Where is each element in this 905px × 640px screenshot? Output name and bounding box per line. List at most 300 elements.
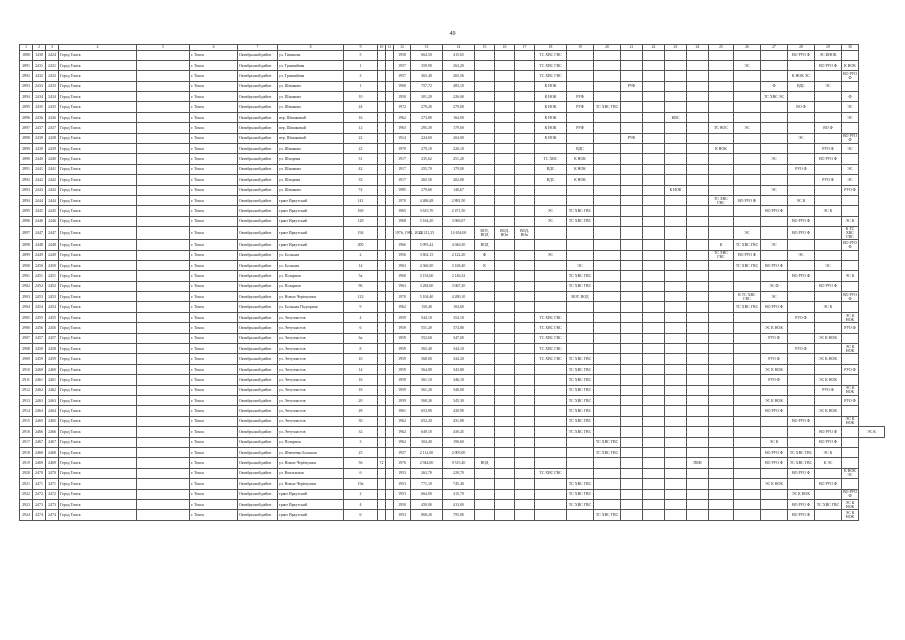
table-cell: ул. Энтузиастов: [278, 427, 344, 437]
table-cell: г. Томск: [190, 271, 238, 281]
table-cell: Октябрьский район: [238, 112, 278, 122]
table-cell: [788, 396, 815, 406]
table-cell: 1430: [33, 50, 46, 60]
table-cell: тракт Иркутский: [278, 227, 344, 240]
table-cell: 2464: [46, 406, 59, 416]
table-cell: [515, 468, 535, 478]
table-cell: [643, 250, 665, 260]
table-cell: [665, 206, 687, 216]
table-cell: [665, 102, 687, 112]
table-cell: [594, 50, 621, 60]
table-cell: г. Томск: [190, 71, 238, 81]
table-row: [20, 206, 885, 216]
table-cell: [594, 364, 621, 374]
table-cell: 1959: [394, 396, 411, 406]
table-cell: 6: [344, 510, 378, 520]
table-cell: 2469: [46, 458, 59, 468]
table-cell: [734, 375, 761, 385]
table-cell: Октябрьский район: [238, 354, 278, 364]
table-cell: г. Томск: [190, 292, 238, 302]
table-cell: 2424: [46, 50, 59, 60]
table-cell: 9: [344, 302, 378, 312]
table-cell: [378, 260, 386, 270]
table-cell: [378, 416, 386, 426]
table-cell: [515, 271, 535, 281]
table-cell: [515, 154, 535, 164]
table-cell: [567, 60, 594, 70]
table-cell: РУО Ф: [761, 354, 788, 364]
table-cell: [594, 427, 621, 437]
table-cell: [815, 240, 842, 250]
table-cell: 1959: [394, 364, 411, 374]
table-cell: 4: [344, 499, 378, 509]
table-cell: [788, 479, 815, 489]
table-cell: 279,00: [443, 102, 475, 112]
column-number-cell: 14: [443, 45, 475, 51]
table-cell: 2442: [33, 175, 46, 185]
table-cell: 2896: [20, 112, 33, 122]
table-cell: [515, 312, 535, 322]
table-cell: 2458: [33, 344, 46, 354]
table-cell: ТС ХВС ГВС: [535, 60, 567, 70]
table-cell: [386, 302, 394, 312]
table-cell: Октябрьский район: [238, 281, 278, 291]
table-cell: [137, 260, 190, 270]
table-cell: ВДС: [788, 81, 815, 91]
table-cell: [687, 406, 709, 416]
table-cell: ул. Шишкова: [278, 81, 344, 91]
table-cell: [665, 302, 687, 312]
table-cell: 1880: [20, 50, 33, 60]
table-cell: 179,00: [443, 164, 475, 174]
column-number-cell: 17: [515, 45, 535, 51]
table-row: [20, 240, 885, 250]
table-cell: [378, 175, 386, 185]
table-cell: 561,20: [411, 385, 443, 395]
table-cell: 2452: [33, 281, 46, 291]
table-row: [20, 216, 885, 226]
table-row: [20, 133, 885, 143]
table-cell: 2451: [33, 271, 46, 281]
table-cell: ЭС К НОК: [815, 333, 842, 343]
table-cell: [842, 302, 859, 312]
table-cell: пер. Шишковый: [278, 123, 344, 133]
table-cell: [788, 185, 815, 195]
table-cell: [665, 164, 687, 174]
table-cell: [475, 271, 495, 281]
table-row: [20, 50, 885, 60]
table-cell: ЭС К: [842, 271, 859, 281]
table-cell: Город Томск: [59, 185, 137, 195]
table-cell: г. Томск: [190, 499, 238, 509]
table-cell: ЭС К: [859, 427, 885, 437]
table-cell: [788, 206, 815, 216]
column-number-cell: 7: [238, 45, 278, 51]
table-cell: [621, 240, 643, 250]
table-cell: [687, 112, 709, 122]
table-cell: [734, 499, 761, 509]
table-cell: К НОК: [535, 112, 567, 122]
table-cell: [535, 510, 567, 520]
table-cell: [709, 216, 734, 226]
table-cell: 653,90: [411, 406, 443, 416]
table-cell: 2466: [33, 427, 46, 437]
table-cell: [621, 468, 643, 478]
table-cell: [815, 185, 842, 195]
table-cell: [594, 185, 621, 195]
table-cell: 2435: [46, 102, 59, 112]
table-cell: [665, 123, 687, 133]
table-cell: ул. Энтузиастов: [278, 406, 344, 416]
table-cell: [594, 123, 621, 133]
table-cell: 2474: [33, 510, 46, 520]
table-cell: [378, 323, 386, 333]
table-cell: [687, 323, 709, 333]
column-number-cell: 21: [621, 45, 643, 51]
column-number-cell: 27: [761, 45, 788, 51]
table-cell: РУФ: [567, 123, 594, 133]
table-cell: [687, 195, 709, 205]
table-cell: 150,40: [411, 302, 443, 312]
column-number-cell: 25: [709, 45, 734, 51]
table-cell: 24 211,25: [411, 227, 443, 240]
table-cell: [594, 458, 621, 468]
table-cell: [137, 71, 190, 81]
table-cell: [386, 175, 394, 185]
table-cell: 4 366,50: [411, 260, 443, 270]
table-cell: [621, 50, 643, 60]
table-cell: ул. Трамвайная: [278, 71, 344, 81]
table-cell: [495, 92, 515, 102]
table-cell: [643, 164, 665, 174]
table-cell: 1985: [394, 185, 411, 195]
table-cell: 28: [344, 406, 378, 416]
table-cell: 2470: [46, 468, 59, 478]
table-cell: [621, 416, 643, 426]
table-cell: ул. Энтузиастов: [278, 354, 344, 364]
table-cell: ЭС КНОК: [815, 50, 842, 60]
table-cell: [137, 416, 190, 426]
table-cell: К НОК: [842, 60, 859, 70]
table-cell: 3 060,07: [443, 216, 475, 226]
table-cell: [378, 406, 386, 416]
table-cell: 2924: [20, 510, 33, 520]
table-cell: [567, 227, 594, 240]
table-cell: 2919: [20, 458, 33, 468]
table-row: [20, 416, 885, 426]
table-cell: [594, 144, 621, 154]
table-cell: 2472: [46, 489, 59, 499]
table-cell: [709, 133, 734, 143]
table-cell: [687, 499, 709, 509]
table-cell: [515, 175, 535, 185]
table-cell: 2468: [33, 447, 46, 457]
table-cell: 2446: [46, 216, 59, 226]
table-cell: [761, 416, 788, 426]
table-cell: [709, 175, 734, 185]
table-cell: тракт Иркутский: [278, 216, 344, 226]
table-cell: 2447: [33, 227, 46, 240]
table-cell: 1961: [394, 406, 411, 416]
table-cell: 226,00: [443, 92, 475, 102]
table-cell: ЭС К НОК: [788, 489, 815, 499]
table-cell: [594, 60, 621, 70]
table-cell: ВО РУО Ф: [788, 468, 815, 478]
table-cell: [515, 216, 535, 226]
table-cell: Город Томск: [59, 50, 137, 60]
table-cell: [137, 175, 190, 185]
table-cell: [594, 302, 621, 312]
table-cell: 4 046,50: [443, 240, 475, 250]
column-number-cell: 22: [643, 45, 665, 51]
table-cell: [788, 354, 815, 364]
table-cell: ТС ХВС ГВС: [815, 499, 842, 509]
table-cell: [378, 154, 386, 164]
table-cell: [386, 364, 394, 374]
table-cell: РУО Ф: [788, 164, 815, 174]
table-cell: [378, 133, 386, 143]
table-cell: [475, 60, 495, 70]
table-cell: Город Томск: [59, 260, 137, 270]
table-cell: [709, 479, 734, 489]
table-cell: [594, 195, 621, 205]
table-cell: Октябрьский район: [238, 468, 278, 478]
table-cell: 235,62: [411, 154, 443, 164]
table-cell: [475, 312, 495, 322]
table-cell: [495, 406, 515, 416]
table-cell: [842, 281, 859, 291]
table-cell: [621, 375, 643, 385]
table-cell: 2460: [33, 364, 46, 374]
table-cell: [761, 271, 788, 281]
table-cell: [515, 50, 535, 60]
table-cell: Октябрьский район: [238, 240, 278, 250]
table-cell: ул. Шишкова: [278, 185, 344, 195]
table-row: [20, 92, 885, 102]
table-cell: Город Томск: [59, 81, 137, 91]
table-cell: ВО РУО Ф: [843, 490, 857, 499]
table-cell: ТС ХВС ГВС: [535, 71, 567, 81]
table-cell: К НОК: [535, 133, 567, 143]
table-cell: [137, 364, 190, 374]
table-cell: [515, 195, 535, 205]
table-cell: ВО РУО Ф: [815, 281, 842, 291]
table-cell: Город Томск: [59, 281, 137, 291]
table-cell: ул. Шишкова: [278, 164, 344, 174]
table-cell: 1959: [394, 385, 411, 395]
table-cell: 565,40: [411, 344, 443, 354]
table-cell: Октябрьский район: [238, 71, 278, 81]
table-cell: КВС: [665, 112, 687, 122]
table-cell: [734, 468, 761, 478]
table-cell: 2467: [33, 437, 46, 447]
table-cell: 204,00: [443, 133, 475, 143]
table-cell: РУО Ф: [842, 396, 859, 406]
table-cell: [515, 489, 535, 499]
table-cell: Октябрьский район: [238, 81, 278, 91]
table-cell: [761, 133, 788, 143]
table-cell: ВО РУО Ф: [761, 302, 788, 312]
table-cell: [643, 489, 665, 499]
table-row: [20, 185, 885, 195]
table-cell: 346,10: [443, 375, 475, 385]
table-row: [20, 333, 885, 343]
table-cell: 1917: [394, 164, 411, 174]
table-cell: г. Томск: [190, 195, 238, 205]
table-row: [20, 260, 885, 270]
table-cell: ТС ХВС ГВС: [567, 354, 594, 364]
table-cell: [594, 292, 621, 302]
table-cell: [709, 427, 734, 437]
table-cell: 1917: [394, 154, 411, 164]
table-cell: [665, 333, 687, 343]
table-cell: 2466: [46, 427, 59, 437]
table-cell: 2449: [46, 250, 59, 260]
table-cell: 2444: [33, 195, 46, 205]
table-cell: 2431: [46, 60, 59, 70]
table-cell: [734, 406, 761, 416]
table-cell: [665, 240, 687, 250]
table-cell: 5 104,40: [411, 292, 443, 302]
table-cell: [687, 144, 709, 154]
table-cell: Город Томск: [59, 240, 137, 250]
table-cell: [594, 333, 621, 343]
table-cell: 551,20: [411, 323, 443, 333]
table-cell: [709, 164, 734, 174]
table-cell: [643, 81, 665, 91]
column-number-cell: 3: [46, 45, 59, 51]
table-cell: [495, 344, 515, 354]
table-cell: ТС ХВС ГВС: [567, 416, 594, 426]
table-cell: [515, 427, 535, 437]
table-cell: [594, 468, 621, 478]
table-cell: [665, 499, 687, 509]
table-cell: г. Томск: [190, 92, 238, 102]
table-cell: 1960: [394, 81, 411, 91]
table-cell: Город Томск: [59, 271, 137, 281]
table-cell: 2450: [33, 260, 46, 270]
table-cell: 2448: [33, 240, 46, 250]
table-cell: [842, 447, 859, 457]
table-cell: [734, 144, 761, 154]
table-cell: [815, 468, 842, 478]
table-cell: ВО РУО Ф: [788, 416, 815, 426]
table-cell: г. Томск: [190, 154, 238, 164]
table-cell: 2440: [33, 154, 46, 164]
table-cell: 2437: [46, 123, 59, 133]
table-cell: [386, 133, 394, 143]
table-cell: 2461: [46, 375, 59, 385]
table-cell: [515, 416, 535, 426]
table-cell: [495, 281, 515, 291]
table-cell: 2452: [46, 281, 59, 291]
table-cell: [137, 133, 190, 143]
table-cell: 2898: [20, 240, 33, 250]
table-cell: [815, 195, 842, 205]
table-cell: [734, 71, 761, 81]
table-cell: 1953: [394, 510, 411, 520]
table-cell: 649,10: [411, 427, 443, 437]
table-cell: Город Томск: [59, 416, 137, 426]
table-cell: г. Томск: [190, 468, 238, 478]
table-cell: [687, 281, 709, 291]
table-cell: ЭС К: [815, 302, 842, 312]
column-number-cell: 12: [394, 45, 411, 51]
table-cell: [137, 396, 190, 406]
table-cell: ТС ХВС ГВС: [535, 333, 567, 343]
table-cell: [495, 354, 515, 364]
table-cell: [709, 375, 734, 385]
table-cell: [386, 510, 394, 520]
table-cell: [137, 227, 190, 240]
table-cell: Город Томск: [59, 499, 137, 509]
table-cell: г. Томск: [190, 216, 238, 226]
table-cell: [495, 271, 515, 281]
table-cell: [734, 427, 761, 437]
table-cell: 2895: [20, 102, 33, 112]
table-cell: тракт Иркутский: [278, 510, 344, 520]
table-cell: г. Томск: [190, 489, 238, 499]
table-cell: пер. Шишковый: [278, 133, 344, 143]
table-cell: [815, 164, 842, 174]
table-cell: 18: [344, 385, 378, 395]
table-row: [20, 312, 885, 322]
table-cell: ул. Шишкова: [278, 102, 344, 112]
table-cell: [515, 112, 535, 122]
table-cell: [687, 344, 709, 354]
table-cell: [709, 185, 734, 195]
table-cell: [515, 206, 535, 216]
table-cell: [386, 281, 394, 291]
table-cell: 25: [344, 447, 378, 457]
table-cell: 5а: [344, 271, 378, 281]
table-cell: 4 486,48: [411, 195, 443, 205]
table-cell: [495, 479, 515, 489]
table-cell: [734, 271, 761, 281]
table-cell: [386, 216, 394, 226]
table-cell: 1950: [394, 499, 411, 509]
table-cell: [535, 227, 567, 240]
table-cell: ВО РУО Ф: [788, 271, 815, 281]
column-number-cell: 10: [378, 45, 386, 51]
table-cell: 2437: [33, 123, 46, 133]
table-cell: 345,30: [443, 396, 475, 406]
table-cell: [386, 292, 394, 302]
table-cell: [535, 302, 567, 312]
table-cell: ул. Большая Подгорная: [278, 302, 344, 312]
table-cell: 1972: [394, 102, 411, 112]
column-number-cell: 4: [59, 45, 137, 51]
table-cell: [475, 375, 495, 385]
table-cell: ТС ХВС ГВС: [535, 354, 567, 364]
table-cell: 30: [344, 416, 378, 426]
table-cell: 3 602,15: [411, 250, 443, 260]
table-cell: К ЭС: [815, 458, 842, 468]
table-cell: [734, 458, 761, 468]
table-cell: [842, 206, 859, 216]
table-cell: [495, 102, 515, 112]
table-cell: ЭС К НОК: [761, 364, 788, 374]
table-cell: [665, 489, 687, 499]
table-cell: [386, 144, 394, 154]
table-cell: [515, 133, 535, 143]
table-cell: [495, 499, 515, 509]
table-cell: 179,00: [443, 123, 475, 133]
table-cell: ВДС: [535, 164, 567, 174]
table-cell: ЭС К НОК: [842, 416, 859, 426]
table-cell: РУФ: [567, 92, 594, 102]
table-row: [20, 458, 885, 468]
